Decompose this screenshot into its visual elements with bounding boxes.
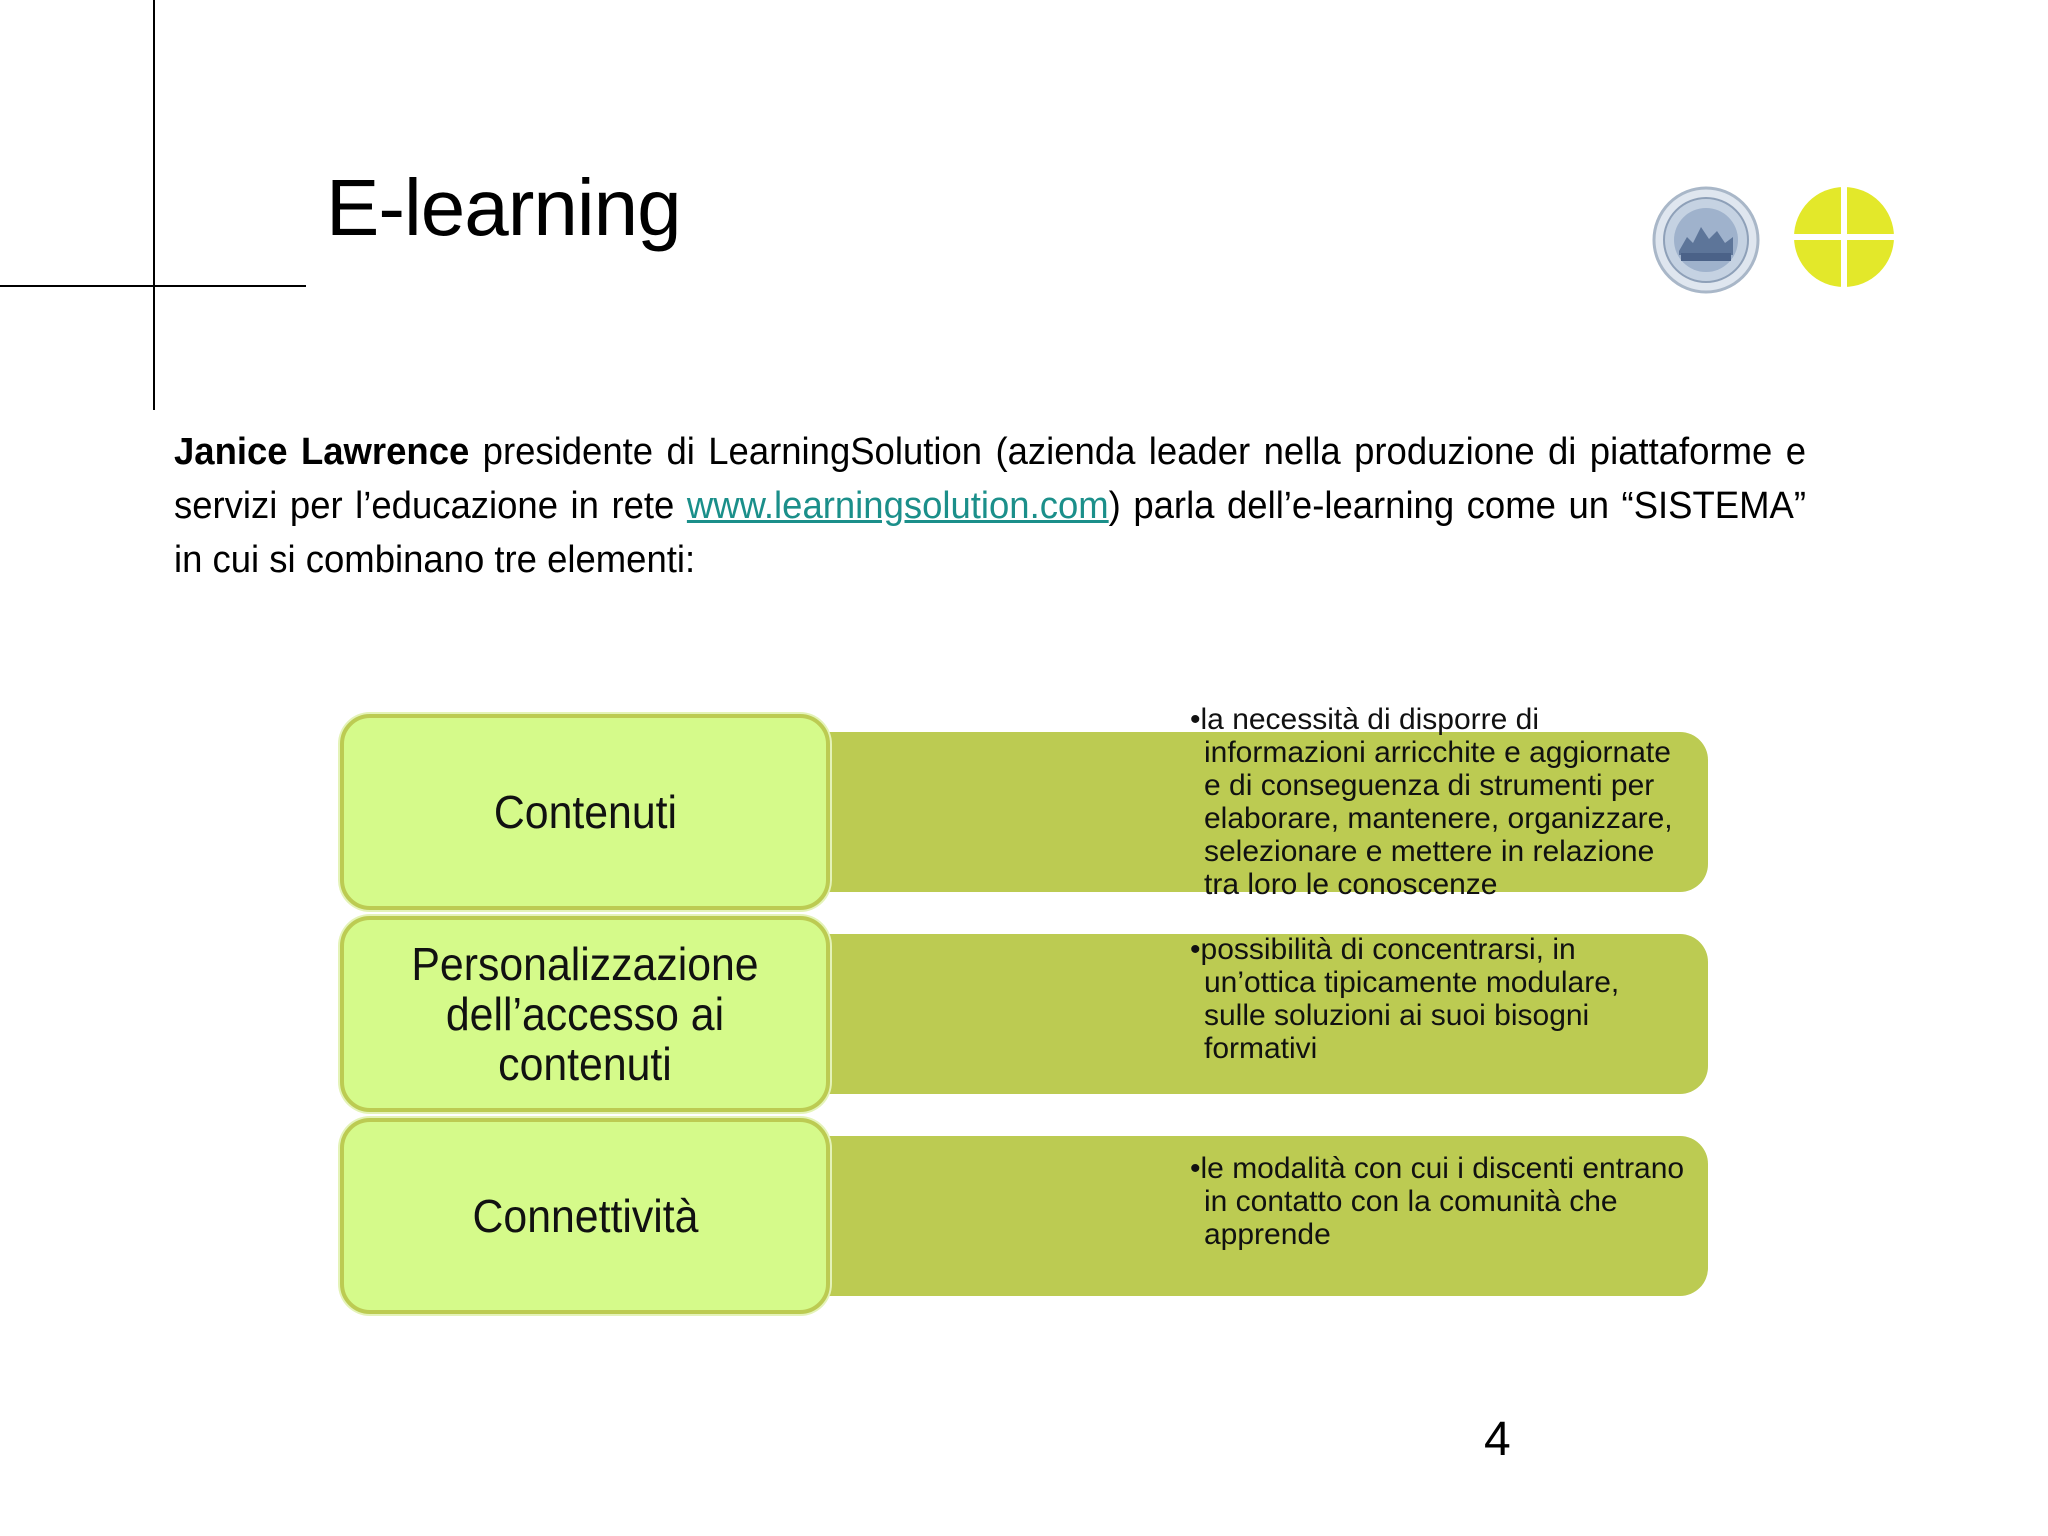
description-text: •le modalità con cui i discenti entrano in contatto con la comunità che apprende bbox=[1190, 1151, 1685, 1251]
element-description bbox=[800, 934, 1708, 1094]
element-row-contenuti bbox=[340, 703, 1710, 914]
element-description bbox=[800, 703, 1708, 901]
page-number: 4 bbox=[1484, 1413, 1511, 1466]
author-name: Janice Lawrence bbox=[174, 431, 470, 473]
label-text: Connettività bbox=[472, 1190, 698, 1242]
intro-paragraph bbox=[174, 425, 1806, 587]
intro-text-part1: presidente di LearningSolution (azienda leader nella produzione di piattaforme e servizi per l’educazione in rete bbox=[174, 431, 1806, 527]
description-text: •la necessità di disporre di informazioni arricchite e aggiornate e di conseguenza di strumenti per elaborare, mantenere, organizzare, selezionare e mettere in relazione tra loro le conoscenze bbox=[1190, 703, 1673, 901]
element-label bbox=[340, 916, 830, 1112]
learningsolution-link[interactable]: www.learningsolution.com bbox=[686, 485, 1109, 527]
decorative-horizontal-line bbox=[0, 285, 306, 287]
yellow-cross-circle-icon bbox=[1792, 185, 1896, 289]
element-description bbox=[800, 1136, 1708, 1296]
element-row-connettivita bbox=[340, 1118, 1710, 1318]
intro-text-part2: ) parla dell’e-learning come un “SISTEMA” in cui si combinano tre elementi: bbox=[174, 485, 1806, 581]
label-text-line1: Personalizzazione bbox=[411, 938, 759, 990]
element-row-personalizzazione bbox=[340, 916, 1710, 1116]
description-text: •possibilità di concentrarsi, in un’ottica tipicamente modulare, sulle soluzioni ai suoi bisogni formativi bbox=[1190, 933, 1620, 1065]
slide-title: E-learning bbox=[326, 163, 681, 252]
university-seal-icon bbox=[1651, 185, 1761, 295]
element-label bbox=[340, 714, 830, 910]
decorative-vertical-line bbox=[153, 0, 155, 410]
label-text: Contenuti bbox=[493, 786, 677, 838]
label-text-line2: dell’accesso ai contenuti bbox=[445, 988, 725, 1090]
element-label bbox=[340, 1118, 830, 1314]
